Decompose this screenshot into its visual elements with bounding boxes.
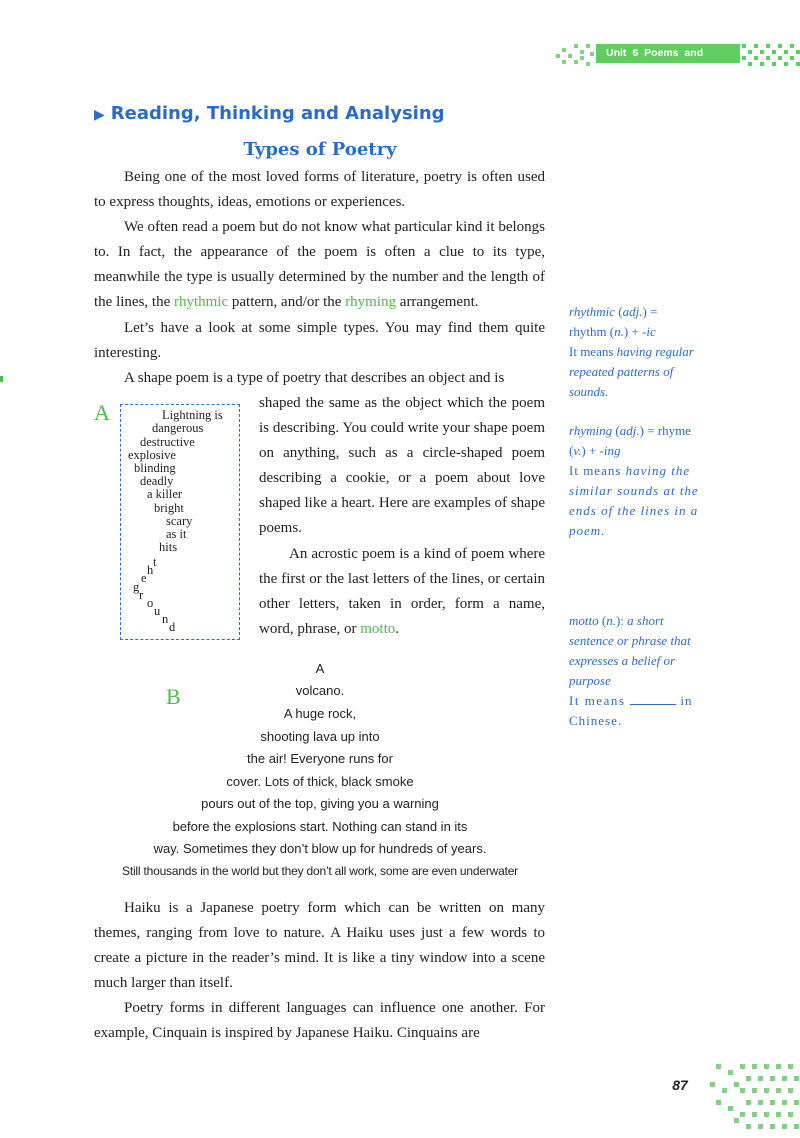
volcano-poem-line: Still thousands in the world but they don’t all work, some are even underwater xyxy=(122,864,518,878)
text-run: ( xyxy=(598,613,607,628)
footer-checker-pattern xyxy=(700,1060,800,1138)
shape-poem-letter: e xyxy=(141,571,147,585)
page-title: Types of Poetry xyxy=(243,139,397,160)
section-heading-text: Reading, Thinking and Analysing xyxy=(110,103,445,124)
text-run: It means xyxy=(569,344,617,359)
note-suffix: -ing xyxy=(599,443,621,458)
text-run: rhythm ( xyxy=(569,324,615,339)
note-term: motto xyxy=(569,613,599,628)
triangle-right-icon: ▶ xyxy=(94,107,105,123)
text-run: It means xyxy=(569,463,626,478)
shape-poem-word: destructive xyxy=(140,435,195,449)
term-motto: motto xyxy=(360,621,396,637)
term-rhythmic: rhythmic xyxy=(173,294,229,310)
note-pos: adj. xyxy=(622,304,643,319)
unit-banner xyxy=(596,44,740,78)
shape-poem-letter: o xyxy=(147,596,154,610)
note-pos: v. xyxy=(573,443,582,458)
shape-poem-word: blinding xyxy=(134,461,176,475)
volcano-poem-line: volcano. xyxy=(295,683,345,698)
text-run: ( xyxy=(614,304,623,319)
note-pos: n. xyxy=(606,613,616,628)
term-rhyming: rhyming xyxy=(345,294,397,310)
text-run: ): xyxy=(615,613,628,628)
shape-poem-letter: g xyxy=(133,580,140,594)
shape-poem-word: Lightning is xyxy=(162,408,223,422)
text-run: . xyxy=(395,621,399,637)
text-run: arrangement. xyxy=(396,294,479,310)
text-run: ) = rhyme xyxy=(639,423,691,438)
shape-poem-letter: d xyxy=(169,620,176,634)
section-heading xyxy=(94,103,445,124)
volcano-poem-line: pours out of the top, giving you a warning xyxy=(201,796,439,811)
volcano-poem-line: way. Sometimes they don’t blow up for hundreds of years. xyxy=(153,841,487,856)
volcano-poem-line: before the explosions start. Nothing can stand in its xyxy=(172,819,468,834)
text-run: in Chinese. xyxy=(569,693,693,728)
shape-poem-letter: h xyxy=(147,563,154,577)
text-run: It means xyxy=(569,693,631,708)
shape-poem-word: a killer xyxy=(147,487,183,501)
volcano-poem-line: cover. Lots of thick, black smoke xyxy=(226,774,414,789)
note-suffix: -ic xyxy=(642,324,656,339)
shape-poem-word: deadly xyxy=(140,474,174,488)
shape-poem-word: scary xyxy=(166,514,193,528)
text-run: We often read a poem but do not know what particular kind it belongs to. In fact, the appearance of the poem is often a clue to its type, meanwhile the type is usually determined by the number and the length of the lines, the xyxy=(94,219,545,310)
text-run: ) + xyxy=(623,324,643,339)
note-rhythmic xyxy=(569,302,702,402)
note-pos: adj. xyxy=(619,423,640,438)
volcano-poem-line: A xyxy=(315,661,325,676)
unit-title: Poems and Stories xyxy=(606,47,704,78)
shape-poem-letter: n xyxy=(162,612,169,626)
paragraph-acrostic xyxy=(259,542,545,642)
margin-mark xyxy=(0,376,3,382)
volcano-poem-line: A huge rock, xyxy=(283,706,357,721)
text-run: ( xyxy=(612,423,620,438)
note-term: rhythmic xyxy=(569,304,615,319)
note-term: rhyming xyxy=(569,423,613,438)
shape-poem-word: bright xyxy=(154,501,184,515)
note-motto xyxy=(569,611,702,731)
paragraph-haiku: Haiku is a Japanese poetry form which can be written on many themes, ranging from love to nature. A Haiku uses just a few words to create a picture in the reader’s mind. It is like a tiny window into a scene much larger than itself. xyxy=(94,900,545,991)
shape-poem-word: as it xyxy=(166,527,187,541)
page-number: 87 xyxy=(672,1077,688,1093)
shape-poem-letter: u xyxy=(154,604,161,618)
text-run: ( xyxy=(569,443,574,458)
fill-in-blank[interactable] xyxy=(630,691,676,705)
note-meaning: having the similar sounds at the ends of the lines in a poem. xyxy=(569,463,699,538)
volcano-poem-line: shooting lava up into xyxy=(260,729,380,744)
unit-number: Unit 6 xyxy=(606,47,639,59)
paragraph-shape-poem-first: A shape poem is a type of poetry that describes an object and is xyxy=(124,370,505,386)
text-run: An acrostic poem is a kind of poem where the first or the last letters of the lines, or certain other letters, taken in order, form a name, word, phrase, or xyxy=(259,546,545,637)
text-run: pattern, and/or the xyxy=(228,294,346,310)
text-run: ) + xyxy=(581,443,600,458)
shape-poem-word: hits xyxy=(159,540,178,554)
shape-poem-letter: r xyxy=(139,588,144,602)
paragraph-cinquain: Poetry forms in different languages can influence one another. For example, Cinquain is inspired by Japanese Haiku. Cinquains are xyxy=(94,1000,545,1041)
shape-poem-word: dangerous xyxy=(152,421,204,435)
paragraph-appearance xyxy=(94,215,545,315)
paragraph-shape-poem: shaped the same as the object which the poem is describing. You could write your shape poem on anything, such as a circle-shaped poem describing a cookie, or a poem about love shaped like a heart. Here are examples of shape poems. xyxy=(259,395,545,536)
paragraph-intro: Being one of the most loved forms of literature, poetry is often used to express thoughts, ideas, emotions or experiences. xyxy=(94,169,545,210)
shape-poem-letter: t xyxy=(153,555,157,569)
paragraph-simple-types: Let’s have a look at some simple types. You may find them quite interesting. xyxy=(94,320,545,361)
volcano-poem-line: the air! Everyone runs for xyxy=(247,751,393,766)
text-run: ) = xyxy=(642,304,658,319)
note-pos: n. xyxy=(614,324,624,339)
shape-poem-word: explosive xyxy=(128,448,176,462)
figure-b-label: B xyxy=(166,684,181,709)
note-meaning: having regular repeated patterns of sounds. xyxy=(569,344,694,399)
note-definition: a short sentence or phrase that expresses a belief or purpose xyxy=(569,613,691,688)
figure-a-label: A xyxy=(94,400,110,425)
note-rhyming xyxy=(569,421,702,541)
